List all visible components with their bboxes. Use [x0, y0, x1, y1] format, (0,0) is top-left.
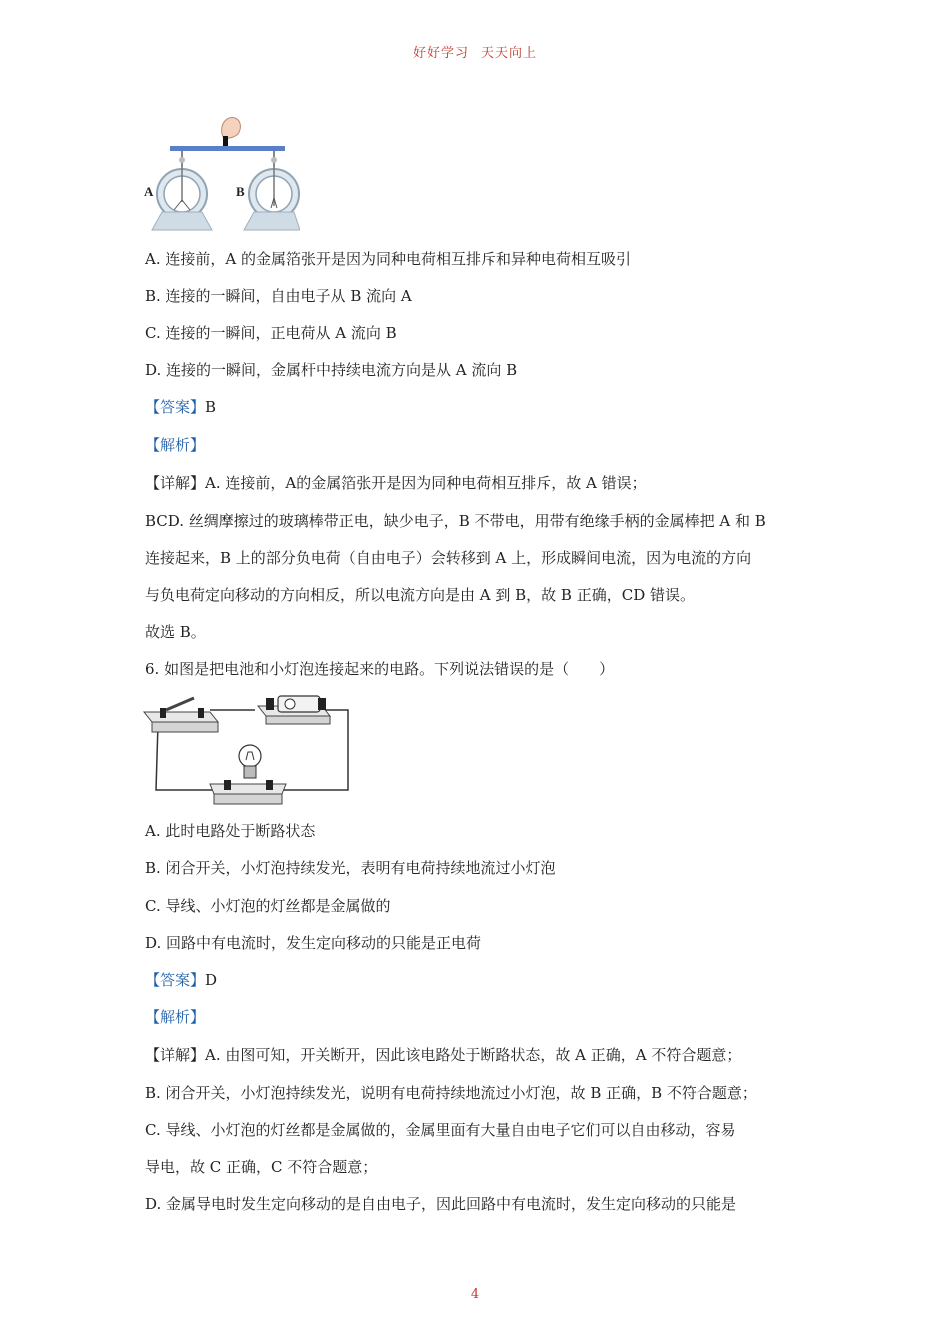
q5-detail-line-1 [145, 473, 647, 493]
electroscope-b [244, 151, 300, 230]
hand-icon [222, 118, 241, 139]
q6-detail-line-5: D. 金属导电时发生定向移动的是自由电子，因此回路中有电流时，发生定向移动的只能是 [145, 1195, 737, 1213]
detail-text: A. 连接前，A的金属箔张开是因为同种电荷相互排斥，故 A 错误； [205, 474, 647, 492]
q6-detail-line-3: C. 导线、小灯泡的灯丝都是金属做的，金属里面有大量自由电子它们可以自由移动，容易 [145, 1121, 736, 1139]
detail-text: A. 由图可知，开关断开，因此该电路处于断路状态，故 A 正确，A 不符合题意； [205, 1046, 742, 1064]
q6-detail-line-4: 导电，故 C 正确，C 不符合题意； [145, 1158, 378, 1176]
detail-tag: 【详解】 [145, 474, 206, 492]
q6-analysis-tag [145, 1007, 205, 1027]
header-motto-right: 天天向上 [481, 46, 538, 61]
q5-detail-line-2: BCD. 丝绸摩擦过的玻璃棒带正电，缺少电子，B 不带电，用带有绝缘手柄的金属棒把 A 和 B [145, 512, 766, 530]
q5-option-a: A. 连接前，A 的金属箔张开是因为同种电荷相互排斥和异种电荷相互吸引 [145, 250, 631, 268]
answer-value: B [205, 398, 217, 416]
q6-option-c: C. 导线、小灯泡的灯丝都是金属做的 [145, 897, 391, 915]
q6-answer [145, 970, 217, 990]
q5-answer [145, 397, 216, 417]
q6-detail-line-1 [145, 1045, 741, 1065]
answer-value: D [205, 971, 218, 989]
battery-icon [258, 696, 330, 724]
circuit-figure [140, 690, 355, 812]
analysis-tag: 【解析】 [145, 1008, 206, 1026]
page-number: 4 [470, 1287, 480, 1302]
q6-option-b: B. 闭合开关，小灯泡持续发光，表明有电荷持续地流过小灯泡 [145, 859, 556, 877]
label-b: B [236, 184, 245, 199]
header-motto-left: 好好学习 [412, 46, 469, 61]
insulated-handle [223, 136, 228, 147]
detail-tag: 【详解】 [145, 1046, 206, 1064]
q5-detail-line-4: 与负电荷定向移动的方向相反，所以电流方向是由 A 到 B，故 B 正确，CD 错误。 [145, 586, 695, 604]
q6-question: 6. 如图是把电池和小灯泡连接起来的电路。下列说法错误的是（ ） [145, 660, 615, 678]
electroscope-figure [140, 112, 300, 234]
q5-detail-line-3: 连接起来，B 上的部分负电荷（自由电子）会转移到 A 上，形成瞬间电流，因为电流的方向 [145, 549, 752, 567]
q5-analysis-tag [145, 435, 205, 455]
switch-icon [144, 698, 218, 732]
label-a: A [144, 184, 154, 199]
q6-option-a: A. 此时电路处于断路状态 [145, 822, 316, 840]
q5-option-b: B. 连接的一瞬间，自由电子从 B 流向 A [145, 287, 412, 305]
answer-tag: 【答案】 [145, 971, 206, 989]
electroscope-a [152, 151, 212, 230]
answer-tag: 【答案】 [145, 398, 206, 416]
q6-detail-line-2: B. 闭合开关，小灯泡持续发光，说明有电荷持续地流过小灯泡，故 B 正确，B 不符合题意； [145, 1084, 757, 1102]
q6-option-d: D. 回路中有电流时，发生定向移动的只能是正电荷 [145, 934, 482, 952]
q5-detail-line-5: 故选 B。 [145, 623, 206, 641]
metal-rod [170, 146, 285, 151]
bulb-icon [210, 745, 286, 804]
page-header [0, 42, 950, 61]
q5-option-d: D. 连接的一瞬间，金属杆中持续电流方向是从 A 流向 B [145, 361, 518, 379]
analysis-tag: 【解析】 [145, 436, 206, 454]
q5-option-c: C. 连接的一瞬间，正电荷从 A 流向 B [145, 324, 397, 342]
